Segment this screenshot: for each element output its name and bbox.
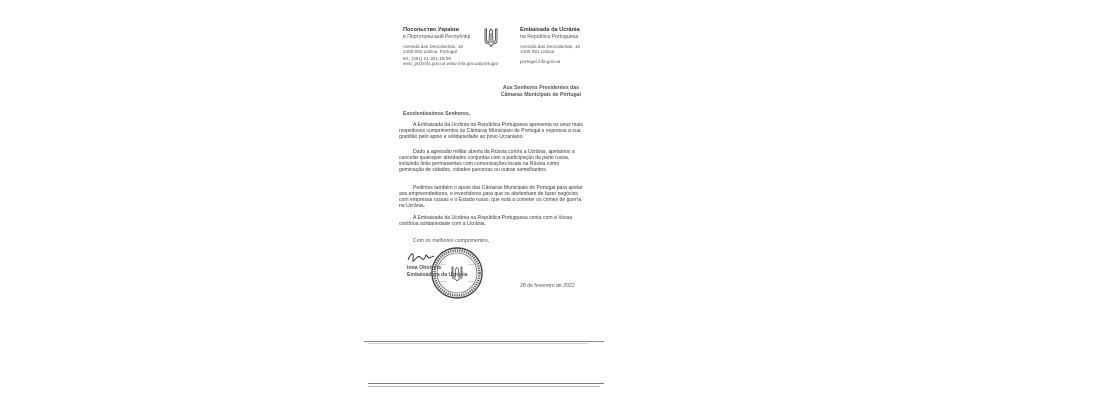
scan-divider-2 xyxy=(368,383,604,384)
scan-artifact-1 xyxy=(368,343,588,344)
paragraph-4: A Embaixada da Ucrânia na República Portuguesa conta com a Vossa contínua solidariedade com a Ucrânia. xyxy=(399,215,573,227)
paragraph-2: Dado a agressão militar aberta da Rússia contra a Ucrânia, apelamos a cancelar quaisquer atividades conjuntas com a participação da parte russa, incluindo links permanentes com comunicações locais na Rússia como geminação de cidades, cidades parceiras ou outras semelhantes. xyxy=(399,149,575,173)
scan-divider-1 xyxy=(364,341,604,342)
salutation: Excelentíssimos Senhores, xyxy=(403,111,471,117)
signer-name: Inna Ohnivets xyxy=(407,265,442,271)
recipient-line-2: Câmaras Municipais de Portugal xyxy=(500,92,581,98)
trident-emblem-icon xyxy=(484,27,498,47)
recipient-line-1: Aos Senhores Presidentes das xyxy=(502,85,579,91)
letterhead-left-contact-2: emb_pt@mfa.gov.ua www.mfa.gov.ua/portugal xyxy=(403,61,498,66)
closing: Com os melhores cumprimentos, xyxy=(413,238,490,244)
letterhead-left-subtitle: в Португальській Республіці xyxy=(403,34,471,40)
letterhead-right-address-1: Avenida das Descobertas, 18 xyxy=(520,44,580,49)
letterhead-left-contact-1: tel.: (351) 21 301-18-05 xyxy=(403,56,452,61)
letterhead-left-title: Посольство України xyxy=(403,27,459,33)
paragraph-3: Pedimos também o apoio das Câmaras Municipais de Portugal para apelar aos empreendedores, e investidores para que se abstenham de fazer negócios com empresas russas e o Estado russo, que está a cometer os crimes de guerra na Ucrânia. xyxy=(399,185,583,209)
scan-artifact-2 xyxy=(368,386,600,387)
letterhead-right-web: portugal.mfa.gov.ua xyxy=(520,59,561,64)
letterhead-right-address-2: 1400-092 Lisboa xyxy=(520,49,555,54)
letterhead-left-address-1: Avenida das Descobertas, 18 xyxy=(403,44,463,49)
date: 28 de fevereiro de 2022 xyxy=(520,283,575,289)
paragraph-1: A Embaixada da Ucrânia na República Portuguesa apresenta os seus mais respeitosos cumprimentos às Câmaras Municipais de Portugal e expressa a sua gratidão pelo apoio e solidariedade ao povo Ucraniano. xyxy=(399,122,583,140)
letterhead-left-address-2: 1400-092 Lisboa, Portugal xyxy=(403,49,457,54)
letterhead-right-title: Embaixada da Ucrânia xyxy=(520,27,580,33)
letterhead-right-subtitle: na República Portuguesa xyxy=(520,34,579,40)
signer-title: Embaixadora da Ucrânia xyxy=(407,272,468,278)
